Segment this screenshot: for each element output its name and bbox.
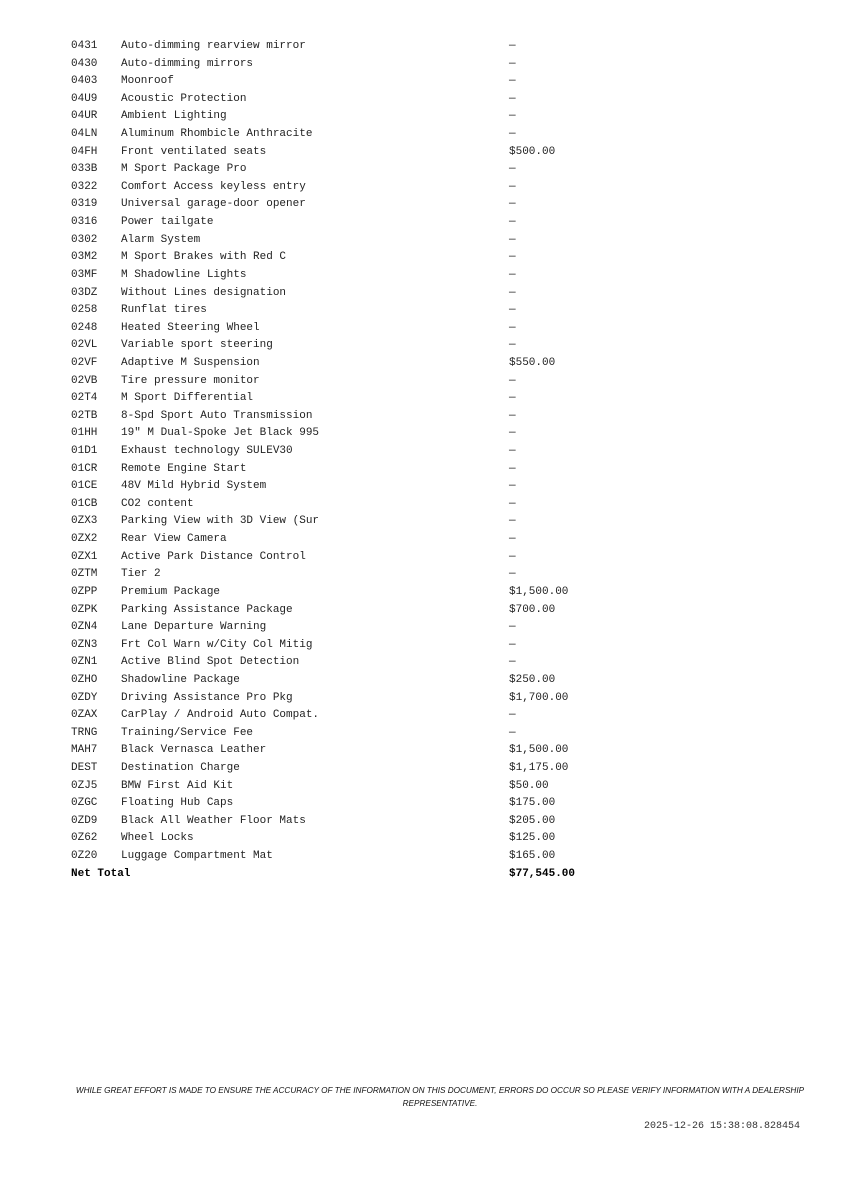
option-description: Remote Engine Start <box>121 462 247 475</box>
net-total-row <box>71 866 631 884</box>
option-code: 0ZX3 <box>71 515 98 528</box>
option-code: TRNG <box>71 726 98 739</box>
option-description: Adaptive M Suspension <box>121 356 260 369</box>
option-row <box>71 443 631 461</box>
option-description: Comfort Access keyless entry <box>121 180 306 193</box>
option-description: Front ventilated seats <box>121 145 267 158</box>
option-price: $205.00 <box>509 814 556 827</box>
option-price: — <box>509 163 516 176</box>
option-description: M Sport Differential <box>121 392 254 405</box>
option-row <box>71 566 631 584</box>
option-row <box>71 320 631 338</box>
option-price: — <box>509 709 516 722</box>
option-code: 0ZD9 <box>71 814 98 827</box>
option-code: 0Z62 <box>71 832 98 845</box>
option-description: Tier 2 <box>121 568 161 581</box>
timestamp: 2025-12-26 15:38:08.828454 <box>643 1121 800 1132</box>
option-row <box>71 637 631 655</box>
option-price: — <box>509 304 516 317</box>
option-price: — <box>509 550 516 563</box>
option-price: — <box>509 339 516 352</box>
option-code: 0302 <box>71 233 98 246</box>
option-description: Aluminum Rhombicle Anthracite <box>121 128 313 141</box>
net-total-value: $77,545.00 <box>509 867 576 880</box>
option-row <box>71 848 631 866</box>
option-price: $1,500.00 <box>509 585 569 598</box>
option-price: $250.00 <box>509 673 556 686</box>
option-row <box>71 760 631 778</box>
option-description: Premium Package <box>121 585 221 598</box>
option-price: — <box>509 75 516 88</box>
option-price: — <box>509 57 516 70</box>
option-code: 0ZN3 <box>71 638 98 651</box>
option-code: 02T4 <box>71 392 98 405</box>
option-price: — <box>509 392 516 405</box>
option-price: — <box>509 533 516 546</box>
option-row <box>71 285 631 303</box>
option-code: 0ZPK <box>71 603 98 616</box>
option-code: 01CB <box>71 497 98 510</box>
option-price: — <box>509 110 516 123</box>
option-description: 48V Mild Hybrid System <box>121 480 267 493</box>
option-description: Universal garage-door opener <box>121 198 306 211</box>
option-code: 0316 <box>71 216 98 229</box>
option-price: — <box>509 621 516 634</box>
option-description: Runflat tires <box>121 304 207 317</box>
option-code: 0ZGC <box>71 797 98 810</box>
option-code: 033B <box>71 163 98 176</box>
option-price: $125.00 <box>509 832 556 845</box>
option-code: 03DZ <box>71 286 98 299</box>
option-code: 02VF <box>71 356 98 369</box>
option-price: — <box>509 427 516 440</box>
option-price: $50.00 <box>509 779 549 792</box>
option-price: — <box>509 726 516 739</box>
option-row <box>71 56 631 74</box>
option-row <box>71 707 631 725</box>
option-code: 0430 <box>71 57 98 70</box>
option-description: Driving Assistance Pro Pkg <box>121 691 293 704</box>
option-description: Variable sport steering <box>121 339 273 352</box>
option-code: 0ZTM <box>71 568 98 581</box>
option-row <box>71 144 631 162</box>
option-code: 04U9 <box>71 92 98 105</box>
option-row <box>71 179 631 197</box>
option-code: 0ZDY <box>71 691 98 704</box>
option-price: — <box>509 128 516 141</box>
option-code: 02TB <box>71 409 98 422</box>
option-code: 0248 <box>71 321 98 334</box>
option-price: — <box>509 374 516 387</box>
option-description: Black Vernasca Leather <box>121 744 267 757</box>
option-row <box>71 355 631 373</box>
option-price: — <box>509 321 516 334</box>
option-code: 0403 <box>71 75 98 88</box>
option-price: $175.00 <box>509 797 556 810</box>
option-description: Parking View with 3D View (Sur <box>121 515 320 528</box>
option-row <box>71 249 631 267</box>
option-code: 01D1 <box>71 445 98 458</box>
option-description: Destination Charge <box>121 761 240 774</box>
option-price: — <box>509 251 516 264</box>
option-description: Tire pressure monitor <box>121 374 260 387</box>
option-row <box>71 778 631 796</box>
option-price: $1,500.00 <box>509 744 569 757</box>
option-row <box>71 602 631 620</box>
option-row <box>71 302 631 320</box>
option-code: 03MF <box>71 268 98 281</box>
option-row <box>71 161 631 179</box>
options-list <box>71 38 631 883</box>
option-price: $1,175.00 <box>509 761 569 774</box>
option-row <box>71 496 631 514</box>
option-description: Exhaust technology SULEV30 <box>121 445 293 458</box>
option-description: M Shadowline Lights <box>121 268 247 281</box>
option-code: 0258 <box>71 304 98 317</box>
option-code: DEST <box>71 761 98 774</box>
option-code: 0ZJ5 <box>71 779 98 792</box>
option-description: Lane Departure Warning <box>121 621 267 634</box>
option-description: M Sport Brakes with Red C <box>121 251 287 264</box>
option-description: Wheel Locks <box>121 832 194 845</box>
option-row <box>71 108 631 126</box>
net-total-label: Net Total <box>71 867 131 880</box>
option-price: — <box>509 568 516 581</box>
option-price: — <box>509 216 516 229</box>
option-row <box>71 549 631 567</box>
option-row <box>71 390 631 408</box>
option-code: 0ZX1 <box>71 550 98 563</box>
option-code: 0ZN1 <box>71 656 98 669</box>
option-row <box>71 830 631 848</box>
option-row <box>71 196 631 214</box>
option-price: $550.00 <box>509 356 556 369</box>
option-description: Parking Assistance Package <box>121 603 293 616</box>
option-description: Floating Hub Caps <box>121 797 234 810</box>
option-code: 04FH <box>71 145 98 158</box>
option-code: 0ZN4 <box>71 621 98 634</box>
option-price: — <box>509 40 516 52</box>
option-price: — <box>509 480 516 493</box>
option-description: Power tailgate <box>121 216 214 229</box>
option-description: CO2 content <box>121 497 194 510</box>
option-code: 0ZHO <box>71 673 98 686</box>
option-description: Shadowline Package <box>121 673 240 686</box>
option-description: CarPlay / Android Auto Compat. <box>121 709 320 722</box>
option-description: 8-Spd Sport Auto Transmission <box>121 409 313 422</box>
option-code: 01CE <box>71 480 98 493</box>
option-description: Auto-dimming rearview mirror <box>121 40 306 52</box>
option-code: 0431 <box>71 40 98 52</box>
option-price: $165.00 <box>509 850 556 863</box>
option-price: — <box>509 656 516 669</box>
option-row <box>71 584 631 602</box>
option-description: Heated Steering Wheel <box>121 321 260 334</box>
option-description: Frt Col Warn w/City Col Mitig <box>121 638 313 651</box>
option-row <box>71 690 631 708</box>
option-price: — <box>509 180 516 193</box>
option-row <box>71 373 631 391</box>
option-price: — <box>509 445 516 458</box>
option-code: 0322 <box>71 180 98 193</box>
option-row <box>71 654 631 672</box>
option-description: Ambient Lighting <box>121 110 227 123</box>
option-description: BMW First Aid Kit <box>121 779 234 792</box>
option-description: Luggage Compartment Mat <box>121 850 273 863</box>
option-description: Black All Weather Floor Mats <box>121 814 306 827</box>
option-row <box>71 725 631 743</box>
option-row <box>71 232 631 250</box>
option-row <box>71 478 631 496</box>
option-code: 0ZX2 <box>71 533 98 546</box>
option-code: MAH7 <box>71 744 98 757</box>
option-price: $700.00 <box>509 603 556 616</box>
option-price: — <box>509 198 516 211</box>
option-row <box>71 813 631 831</box>
option-row <box>71 619 631 637</box>
option-row <box>71 461 631 479</box>
option-row <box>71 38 631 56</box>
option-row <box>71 513 631 531</box>
option-description: Without Lines designation <box>121 286 287 299</box>
option-code: 01CR <box>71 462 98 475</box>
option-row <box>71 267 631 285</box>
option-row <box>71 73 631 91</box>
option-price: — <box>509 268 516 281</box>
option-code: 04LN <box>71 128 98 141</box>
option-description: Rear View Camera <box>121 533 227 546</box>
option-price: $1,700.00 <box>509 691 569 704</box>
option-price: — <box>509 92 516 105</box>
option-row <box>71 337 631 355</box>
option-code: 0319 <box>71 198 98 211</box>
option-price: — <box>509 233 516 246</box>
option-code: 0ZPP <box>71 585 98 598</box>
option-code: 0ZAX <box>71 709 98 722</box>
option-row <box>71 91 631 109</box>
option-row <box>71 795 631 813</box>
option-row <box>71 742 631 760</box>
option-row <box>71 672 631 690</box>
option-description: M Sport Package Pro <box>121 163 247 176</box>
disclaimer-text: WHILE GREAT EFFORT IS MADE TO ENSURE THE ACCURACY OF THE INFORMATION ON THIS DOCUMENT, ERRORS DO OCCUR SO PLEASE VERIFY INFORMATION WITH A DEALERSHIP REPRESENTATIVE. <box>75 1086 805 1108</box>
option-row <box>71 408 631 426</box>
option-price: — <box>509 497 516 510</box>
option-description: 19" M Dual-Spoke Jet Black 995 <box>121 427 320 440</box>
option-price: — <box>509 515 516 528</box>
option-code: 02VB <box>71 374 98 387</box>
option-description: Acoustic Protection <box>121 92 247 105</box>
option-code: 0Z20 <box>71 850 98 863</box>
option-code: 01HH <box>71 427 98 440</box>
option-row <box>71 214 631 232</box>
option-description: Alarm System <box>121 233 201 246</box>
option-price: — <box>509 286 516 299</box>
option-description: Auto-dimming mirrors <box>121 57 254 70</box>
option-code: 03M2 <box>71 251 98 264</box>
option-description: Training/Service Fee <box>121 726 254 739</box>
option-price: — <box>509 409 516 422</box>
option-code: 02VL <box>71 339 98 352</box>
option-price: — <box>509 462 516 475</box>
option-row <box>71 531 631 549</box>
option-row <box>71 126 631 144</box>
option-description: Active Park Distance Control <box>121 550 306 563</box>
option-row <box>71 425 631 443</box>
option-description: Active Blind Spot Detection <box>121 656 300 669</box>
option-code: 04UR <box>71 110 98 123</box>
option-price: — <box>509 638 516 651</box>
option-price: $500.00 <box>509 145 556 158</box>
option-description: Moonroof <box>121 75 174 88</box>
